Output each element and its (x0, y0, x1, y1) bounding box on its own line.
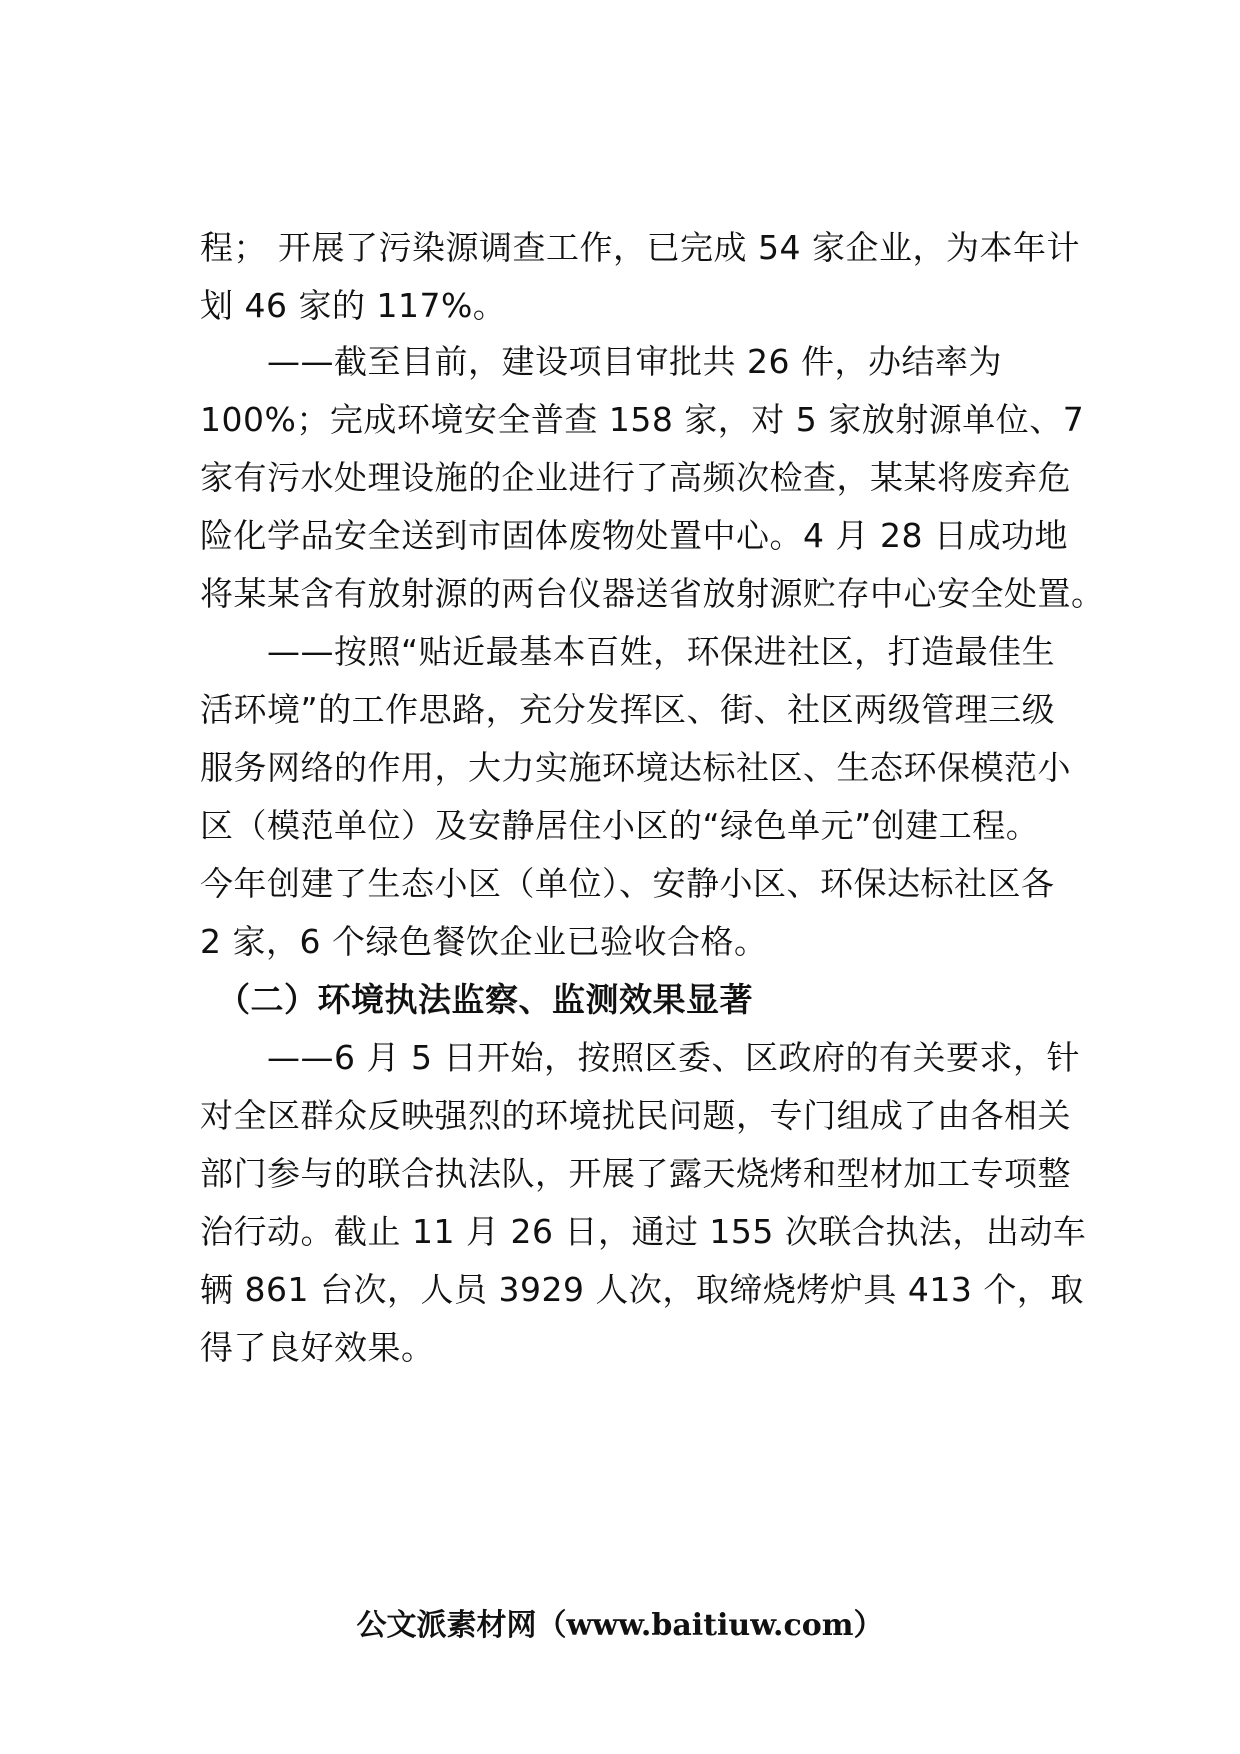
body-line-15: ——6 月 5 日开始，按照区委、区政府的有关要求，针 (200, 1038, 1080, 1077)
body-line-20: 得了良好效果。 (200, 1328, 435, 1367)
body-line-7: 将某某含有放射源的两台仪器送省放射源贮存中心安全处置。 (200, 574, 1105, 613)
body-line-13: 2 家，6 个绿色餐饮企业已验收合格。 (200, 922, 768, 961)
body-line-16: 对全区群众反映强烈的环境扰民问题，专门组成了由各相关 (200, 1096, 1071, 1135)
body-line-11: 区（模范单位）及安静居住小区的“绿色单元”创建工程。 (200, 806, 1040, 845)
body-line-19: 辆 861 台次，人员 3929 人次，取缔烧烤炉具 413 个，取 (200, 1270, 1084, 1309)
body-line-10: 服务网络的作用，大力实施环境达标社区、生态环保模范小 (200, 748, 1071, 787)
body-line-9: 活环境”的工作思路，充分发挥区、街、社区两级管理三级 (200, 690, 1056, 729)
body-line-4: 100%；完成环境安全普查 158 家，对 5 家放射源单位、7 (200, 400, 1085, 439)
footer-watermark-text: 公文派素材网（www.baitiuw.com） (356, 1608, 884, 1643)
body-line-18: 治行动。截止 11 月 26 日，通过 155 次联合执法，出动车 (200, 1212, 1087, 1251)
body-line-5: 家有污水处理设施的企业进行了高频次检查，某某将废弃危 (200, 458, 1071, 497)
body-line-3: ——截至目前，建设项目审批共 26 件，办结率为 (200, 342, 1002, 381)
body-line-12: 今年创建了生态小区（单位）、安静小区、环保达标社区各 (200, 864, 1055, 903)
body-line-8: ——按照“贴近最基本百姓，环保进社区，打造最佳生 (200, 632, 1056, 671)
section-heading: （二）环境执法监察、监测效果显著 (200, 980, 753, 1019)
body-line-2: 划 46 家的 117%。 (200, 286, 507, 325)
body-line-17: 部门参与的联合执法队，开展了露天烧烤和型材加工专项整 (200, 1154, 1071, 1193)
body-line-1: 程； 开展了污染源调查工作，已完成 54 家企业，为本年计 (200, 228, 1080, 267)
body-line-6: 险化学品安全送到市固体废物处置中心。4 月 28 日成功地 (200, 516, 1068, 555)
